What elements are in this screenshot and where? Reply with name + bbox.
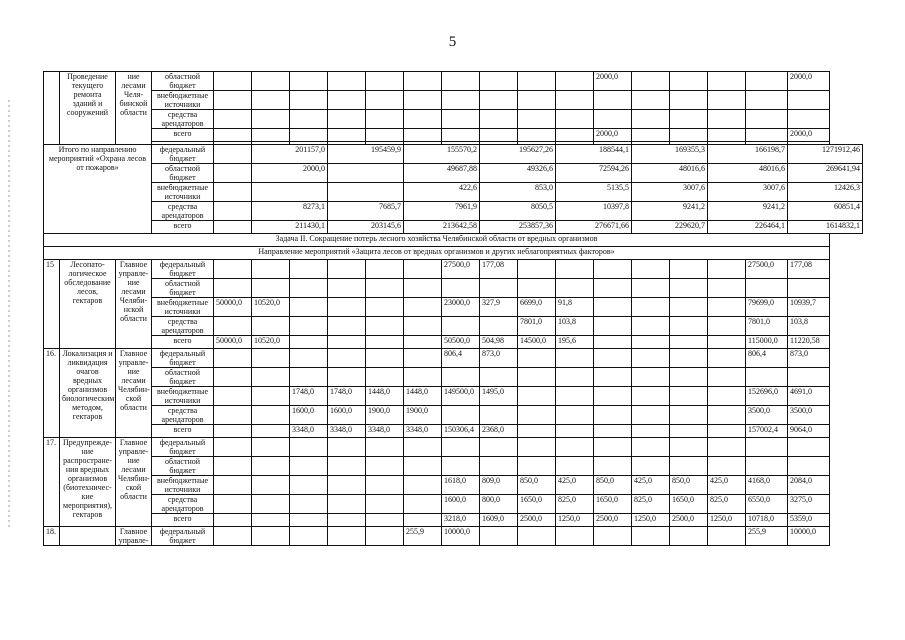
value-cell: 103,8 xyxy=(788,317,830,336)
table-row xyxy=(44,145,863,164)
value-cell: 1250,0 xyxy=(708,514,746,527)
source-total: всего xyxy=(152,425,214,438)
executor: Главное управле-ние лесами Челябин-ской области xyxy=(116,349,152,438)
activity-name: Предупрежде-ние распростране-ния вредных организмов (биотехничес-кие мероприятия), гектаров xyxy=(60,438,116,527)
value-cell: 10939,7 xyxy=(788,298,830,317)
value-cell: 3007,6 xyxy=(632,183,708,202)
value-cell: 72594,26 xyxy=(556,164,632,183)
value-cell: 3007,6 xyxy=(708,183,788,202)
value-cell: 2500,0 xyxy=(594,514,632,527)
direction-heading: Направление мероприятий «Защита лесов от вредных организмов и других неблагоприятных факторов» xyxy=(44,247,830,260)
source-extra: внебюджетные источники xyxy=(152,183,214,202)
value-cell: 873,0 xyxy=(788,349,830,368)
value-cell: 850,0 xyxy=(670,476,708,495)
source-total: всего xyxy=(152,514,214,527)
value-cell: 3218,0 xyxy=(442,514,480,527)
value-cell: 504,98 xyxy=(480,336,518,349)
value-cell: 213642,58 xyxy=(404,221,480,234)
value-cell: 850,0 xyxy=(518,476,556,495)
value-cell: 115000,0 xyxy=(746,336,788,349)
value-cell: 195,6 xyxy=(556,336,594,349)
activity-name: Проведение текущего ремонта зданий и сооружений xyxy=(60,72,116,145)
executor: Главное управле- xyxy=(116,527,152,546)
activity-name: Лесопато-логическое обследование лесов, гектаров xyxy=(60,260,116,349)
value-cell: 425,0 xyxy=(556,476,594,495)
table-row xyxy=(44,202,863,221)
value-cell: 2000,0 xyxy=(594,72,632,91)
value-cell: 1618,0 xyxy=(442,476,480,495)
value-cell: 201157,0 xyxy=(252,145,328,164)
value-cell: 2084,0 xyxy=(788,476,830,495)
source-regional: областной бюджет xyxy=(152,72,214,91)
value-cell: 3348,0 xyxy=(290,425,328,438)
value-cell: 50500,0 xyxy=(442,336,480,349)
table-row xyxy=(44,336,863,349)
executor: Главное управле-ние лесами Челяби-нской области xyxy=(116,260,152,349)
value-cell: 1900,0 xyxy=(404,406,442,425)
value-cell: 1600,0 xyxy=(328,406,366,425)
value-cell: 10397,8 xyxy=(556,202,632,221)
value-cell: 229620,7 xyxy=(632,221,708,234)
value-cell: 2000,0 xyxy=(788,72,830,91)
value-cell: 1609,0 xyxy=(480,514,518,527)
source-extra: внебюджетные источники xyxy=(152,298,214,317)
value-cell: 255,9 xyxy=(746,527,788,546)
value-cell: 276671,66 xyxy=(556,221,632,234)
value-cell: 157002,4 xyxy=(746,425,788,438)
table-row xyxy=(44,129,863,142)
row-number xyxy=(44,72,60,145)
value-cell: 8050,5 xyxy=(480,202,556,221)
value-cell: 1650,0 xyxy=(670,495,708,514)
value-cell: 1448,0 xyxy=(366,387,404,406)
source-federal: федеральный бюджет xyxy=(152,260,214,279)
value-cell: 50000,0 xyxy=(214,298,252,317)
value-cell: 2000,0 xyxy=(788,129,830,142)
value-cell: 1650,0 xyxy=(518,495,556,514)
value-cell: 809,0 xyxy=(480,476,518,495)
source-tenants: средства арендаторов xyxy=(152,110,214,129)
source-total: всего xyxy=(152,129,214,142)
value-cell: 9064,0 xyxy=(788,425,830,438)
row-number: 16. xyxy=(44,349,60,438)
value-cell: 3500,0 xyxy=(788,406,830,425)
value-cell: 1650,0 xyxy=(594,495,632,514)
value-cell: 27500,0 xyxy=(442,260,480,279)
value-cell: 48016,6 xyxy=(708,164,788,183)
value-cell: 211430,1 xyxy=(252,221,328,234)
value-cell: 425,0 xyxy=(708,476,746,495)
value-cell: 850,0 xyxy=(594,476,632,495)
executor: Главное управле-ние лесами Челябин-ской области xyxy=(116,438,152,527)
row-number: 18. xyxy=(44,527,60,546)
value-cell: 806,4 xyxy=(746,349,788,368)
value-cell: 177,08 xyxy=(788,260,830,279)
table-row xyxy=(44,368,863,387)
source-total: всего xyxy=(152,336,214,349)
value-cell: 7801,0 xyxy=(518,317,556,336)
value-cell: 1250,0 xyxy=(556,514,594,527)
value-cell: 149500,0 xyxy=(442,387,480,406)
value-cell: 10520,0 xyxy=(252,298,290,317)
value-cell: 255,9 xyxy=(404,527,442,546)
table-row xyxy=(44,183,863,202)
value-cell: 60851,4 xyxy=(788,202,863,221)
value-cell: 1271912,46 xyxy=(788,145,863,164)
value-cell: 2500,0 xyxy=(670,514,708,527)
value-cell: 873,0 xyxy=(480,349,518,368)
value-cell: 6550,0 xyxy=(746,495,788,514)
value-cell: 14500,0 xyxy=(518,336,556,349)
value-cell: 1748,0 xyxy=(290,387,328,406)
value-cell: 12426,3 xyxy=(788,183,863,202)
value-cell: 155570,2 xyxy=(404,145,480,164)
value-cell: 27500,0 xyxy=(746,260,788,279)
value-cell: 422,6 xyxy=(404,183,480,202)
value-cell: 5135,5 xyxy=(556,183,632,202)
value-cell: 3500,0 xyxy=(746,406,788,425)
value-cell: 10718,0 xyxy=(746,514,788,527)
value-cell: 150306,4 xyxy=(442,425,480,438)
value-cell: 253857,36 xyxy=(480,221,556,234)
value-cell: 7961,9 xyxy=(404,202,480,221)
table-row xyxy=(44,387,863,406)
value-cell: 10520,0 xyxy=(252,336,290,349)
value-cell: 188544,1 xyxy=(556,145,632,164)
value-cell: 825,0 xyxy=(632,495,670,514)
source-tenants: средства арендаторов xyxy=(152,406,214,425)
table-row xyxy=(44,91,863,110)
total-label: Итого по направлению мероприятий «Охрана лесов от пожаров» xyxy=(44,145,152,234)
value-cell: 79699,0 xyxy=(746,298,788,317)
value-cell: 9241,2 xyxy=(632,202,708,221)
source-federal: федеральный бюджет xyxy=(152,527,214,546)
table-row xyxy=(44,260,863,279)
value-cell: 1614832,1 xyxy=(788,221,863,234)
value-cell: 152696,0 xyxy=(746,387,788,406)
value-cell: 1600,0 xyxy=(290,406,328,425)
source-federal: федеральный бюджет xyxy=(152,145,214,164)
source-tenants: средства арендаторов xyxy=(152,202,214,221)
value-cell: 203145,6 xyxy=(328,221,404,234)
value-cell: 4168,0 xyxy=(746,476,788,495)
source-regional: областной бюджет xyxy=(152,457,214,476)
source-federal: федеральный бюджет xyxy=(152,438,214,457)
activity-name: Локализация и ликвидация очагов вредных организмов биологическим методом, гектаров xyxy=(60,349,116,438)
value-cell: 1748,0 xyxy=(328,387,366,406)
value-cell: 825,0 xyxy=(708,495,746,514)
table-row xyxy=(44,349,863,368)
value-cell: 1600,0 xyxy=(442,495,480,514)
direction-heading-row xyxy=(44,247,863,260)
value-cell: 806,4 xyxy=(442,349,480,368)
table-row xyxy=(44,527,863,546)
table-row xyxy=(44,425,863,438)
value-cell: 50000,0 xyxy=(214,336,252,349)
value-cell: 48016,6 xyxy=(632,164,708,183)
budget-table xyxy=(43,71,863,546)
value-cell: 3348,0 xyxy=(404,425,442,438)
value-cell: 2368,0 xyxy=(480,425,518,438)
table-row xyxy=(44,406,863,425)
source-extra: внебюджетные источники xyxy=(152,91,214,110)
value-cell: 1448,0 xyxy=(404,387,442,406)
table-row xyxy=(44,438,863,457)
value-cell: 10000,0 xyxy=(788,527,830,546)
task-heading: Задача II. Сокращение потерь лесного хозяйства Челябинской области от вредных организмов xyxy=(44,234,830,247)
table-row xyxy=(44,72,863,91)
value-cell: 7685,7 xyxy=(328,202,404,221)
value-cell: 166198,7 xyxy=(708,145,788,164)
value-cell: 2000,0 xyxy=(594,129,632,142)
table-row xyxy=(44,164,863,183)
table-row xyxy=(44,476,863,495)
value-cell: 195627,26 xyxy=(480,145,556,164)
value-cell: 1250,0 xyxy=(632,514,670,527)
value-cell: 8273,1 xyxy=(252,202,328,221)
source-regional: областной бюджет xyxy=(152,279,214,298)
value-cell: 91,8 xyxy=(556,298,594,317)
value-cell: 9241,2 xyxy=(708,202,788,221)
value-cell: 853,0 xyxy=(480,183,556,202)
value-cell: 3348,0 xyxy=(366,425,404,438)
source-tenants: средства арендаторов xyxy=(152,495,214,514)
source-tenants: средства арендаторов xyxy=(152,317,214,336)
value-cell: 425,0 xyxy=(632,476,670,495)
value-cell: 226464,1 xyxy=(708,221,788,234)
source-extra: внебюджетные источники xyxy=(152,476,214,495)
source-total: всего xyxy=(152,221,214,234)
source-extra: внебюджетные источники xyxy=(152,387,214,406)
value-cell: 2000,0 xyxy=(252,164,328,183)
value-cell: 3275,0 xyxy=(788,495,830,514)
value-cell: 7801,0 xyxy=(746,317,788,336)
table-row xyxy=(44,221,863,234)
value-cell: 3348,0 xyxy=(328,425,366,438)
value-cell: 10000,0 xyxy=(442,527,480,546)
executor: ние лесами Челя-бинской области xyxy=(116,72,152,145)
value-cell: 825,0 xyxy=(556,495,594,514)
page-number: 5 xyxy=(448,34,457,50)
source-regional: областной бюджет xyxy=(152,164,214,183)
table-row xyxy=(44,317,863,336)
table-row xyxy=(44,279,863,298)
value-cell: 1495,0 xyxy=(480,387,518,406)
scan-artifact xyxy=(8,100,10,530)
value-cell: 103,8 xyxy=(556,317,594,336)
value-cell: 269641,94 xyxy=(788,164,863,183)
row-number: 15 xyxy=(44,260,60,349)
value-cell: 4691,0 xyxy=(788,387,830,406)
task-heading-row xyxy=(44,234,863,247)
value-cell: 49326,6 xyxy=(480,164,556,183)
value-cell: 177,08 xyxy=(480,260,518,279)
value-cell: 195459,9 xyxy=(328,145,404,164)
value-cell: 5359,0 xyxy=(788,514,830,527)
source-regional: областной бюджет xyxy=(152,368,214,387)
value-cell: 1900,0 xyxy=(366,406,404,425)
value-cell: 169355,3 xyxy=(632,145,708,164)
value-cell: 49687,88 xyxy=(404,164,480,183)
value-cell: 11220,58 xyxy=(788,336,830,349)
source-federal: федеральный бюджет xyxy=(152,349,214,368)
table-row xyxy=(44,495,863,514)
value-cell: 327,9 xyxy=(480,298,518,317)
row-number: 17. xyxy=(44,438,60,527)
table-row xyxy=(44,298,863,317)
value-cell: 2500,0 xyxy=(518,514,556,527)
table-row xyxy=(44,514,863,527)
value-cell: 6699,0 xyxy=(518,298,556,317)
value-cell: 23000,0 xyxy=(442,298,480,317)
value-cell: 800,0 xyxy=(480,495,518,514)
table-row xyxy=(44,457,863,476)
table-row xyxy=(44,110,863,129)
